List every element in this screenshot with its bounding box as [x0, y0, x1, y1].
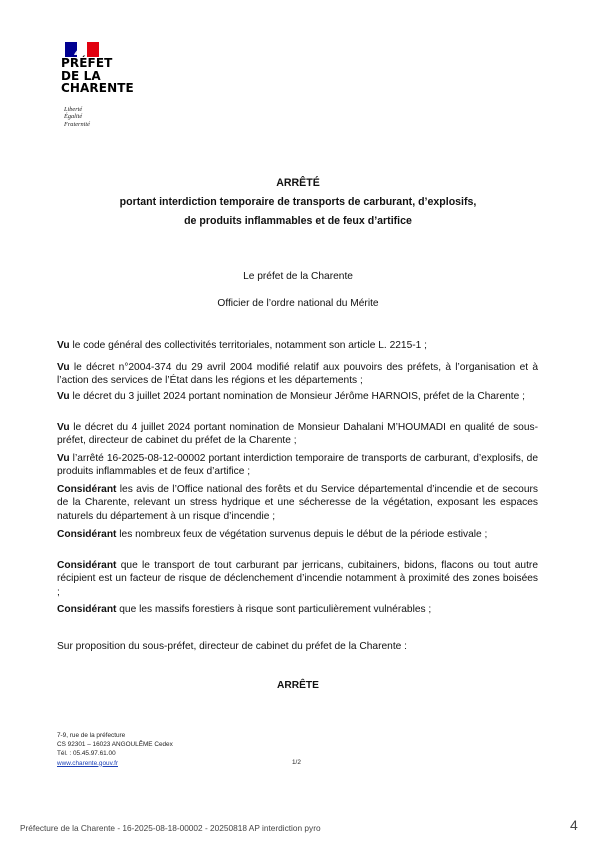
- visa-keyword: Vu: [57, 453, 70, 464]
- visa-text: le décret du 4 juillet 2024 portant nomination de Monsieur Dahalani M’HOUMADI en qualité de sous-préfet, directeur de cabinet du préfet de la Charente ;: [57, 422, 538, 447]
- visa-paragraph: [57, 339, 538, 352]
- visa-keyword: Vu: [57, 391, 70, 402]
- website-link[interactable]: www.charente.gouv.fr: [57, 759, 118, 767]
- phone-line: Tél. : 05.45.97.61.00: [57, 750, 116, 758]
- document-subtitle-line2: de produits inflammables et de feux d’artifice: [184, 215, 412, 227]
- considerant-keyword: Considérant: [57, 560, 117, 571]
- visa-text: le code général des collectivités territoriales, notamment son article L. 2215-1 ;: [69, 340, 427, 351]
- visa-text: l’arrêté 16-2025-08-12-00002 portant interdiction temporaire de transports de carburant, d’explosifs, de produits inflammables et de feux d’artifice ;: [57, 453, 538, 478]
- document-page-number: 4: [570, 817, 578, 833]
- document-title: ARRÊTÉ: [276, 177, 320, 189]
- considerant-paragraph: [57, 528, 538, 541]
- motto-line: Liberté: [64, 106, 83, 113]
- logo-line: CHARENTE: [61, 81, 134, 95]
- address-line: 7-9, rue de la préfecture: [57, 732, 126, 739]
- proposal-text: Sur proposition du sous-préfet, directeur de cabinet du préfet de la Charente :: [57, 641, 407, 652]
- considerant-text: les avis de l’Office national des forêts et du Service départemental d’incendie et de secours de la Charente, relevant un stress hydrique et une sécheresse de la végétation, exposant les espaces naturels du département à un risque d’incendie ;: [57, 484, 538, 522]
- considerant-paragraph: [57, 483, 538, 523]
- motto-line: Fraternité: [64, 120, 90, 128]
- marianne-flag-icon: [65, 42, 99, 57]
- logo-wordmark: [61, 57, 134, 95]
- document-subtitle-line1: portant interdiction temporaire de transports de carburant, d’explosifs,: [119, 196, 477, 208]
- visa-paragraph: [57, 390, 538, 403]
- authority-prefet: Le préfet de la Charente: [243, 271, 353, 282]
- considerant-text: que le transport de tout carburant par jerricans, cubitainers, bidons, flacons ou tout autre récipient est un facteur de risque de déclenchement d’incendie notamment à proximité des zones boisées ;: [57, 560, 538, 598]
- considerant-keyword: Considérant: [57, 484, 117, 495]
- considerant-keyword: Considérant: [57, 529, 117, 540]
- considerant-text: que les massifs forestiers à risque sont particulièrement vulnérables ;: [116, 604, 432, 615]
- page-number: 1/2: [292, 759, 301, 766]
- visa-keyword: Vu: [57, 362, 70, 373]
- visa-paragraph: [57, 421, 538, 448]
- considerant-keyword: Considérant: [57, 604, 117, 615]
- visa-keyword: Vu: [57, 340, 70, 351]
- footer-address: [57, 731, 173, 768]
- document-reference: Préfecture de la Charente - 16-2025-08-18-00002 - 20250818 AP interdiction pyro: [20, 823, 321, 833]
- decision-heading: ARRÊTE: [277, 680, 319, 691]
- visa-text: le décret n°2004-374 du 29 avril 2004 modifié relatif aux pouvoirs des préfets, à l’organisation et à l’action des services de l’État dans les régions et les départements ;: [57, 362, 538, 387]
- motto-line: Égalité: [64, 113, 83, 121]
- considerant-paragraph: [57, 559, 538, 599]
- visa-paragraph: [57, 361, 538, 388]
- address-line: CS 92301 – 16023 ANGOULÊME Cedex: [57, 741, 173, 749]
- authority-title: Officier de l’ordre national du Mérite: [217, 298, 379, 309]
- visa-paragraph: [57, 452, 538, 479]
- logo-line: DE LA: [61, 68, 101, 83]
- republic-motto: [64, 106, 90, 128]
- considerant-paragraph: [57, 603, 538, 616]
- visa-keyword: Vu: [57, 422, 70, 433]
- visa-text: le décret du 3 juillet 2024 portant nomination de Monsieur Jérôme HARNOIS, préfet de la Charente ;: [69, 391, 525, 402]
- considerant-text: les nombreux feux de végétation survenus depuis le début de la période estivale ;: [116, 529, 488, 540]
- logo-line: PRÉFET: [61, 56, 113, 70]
